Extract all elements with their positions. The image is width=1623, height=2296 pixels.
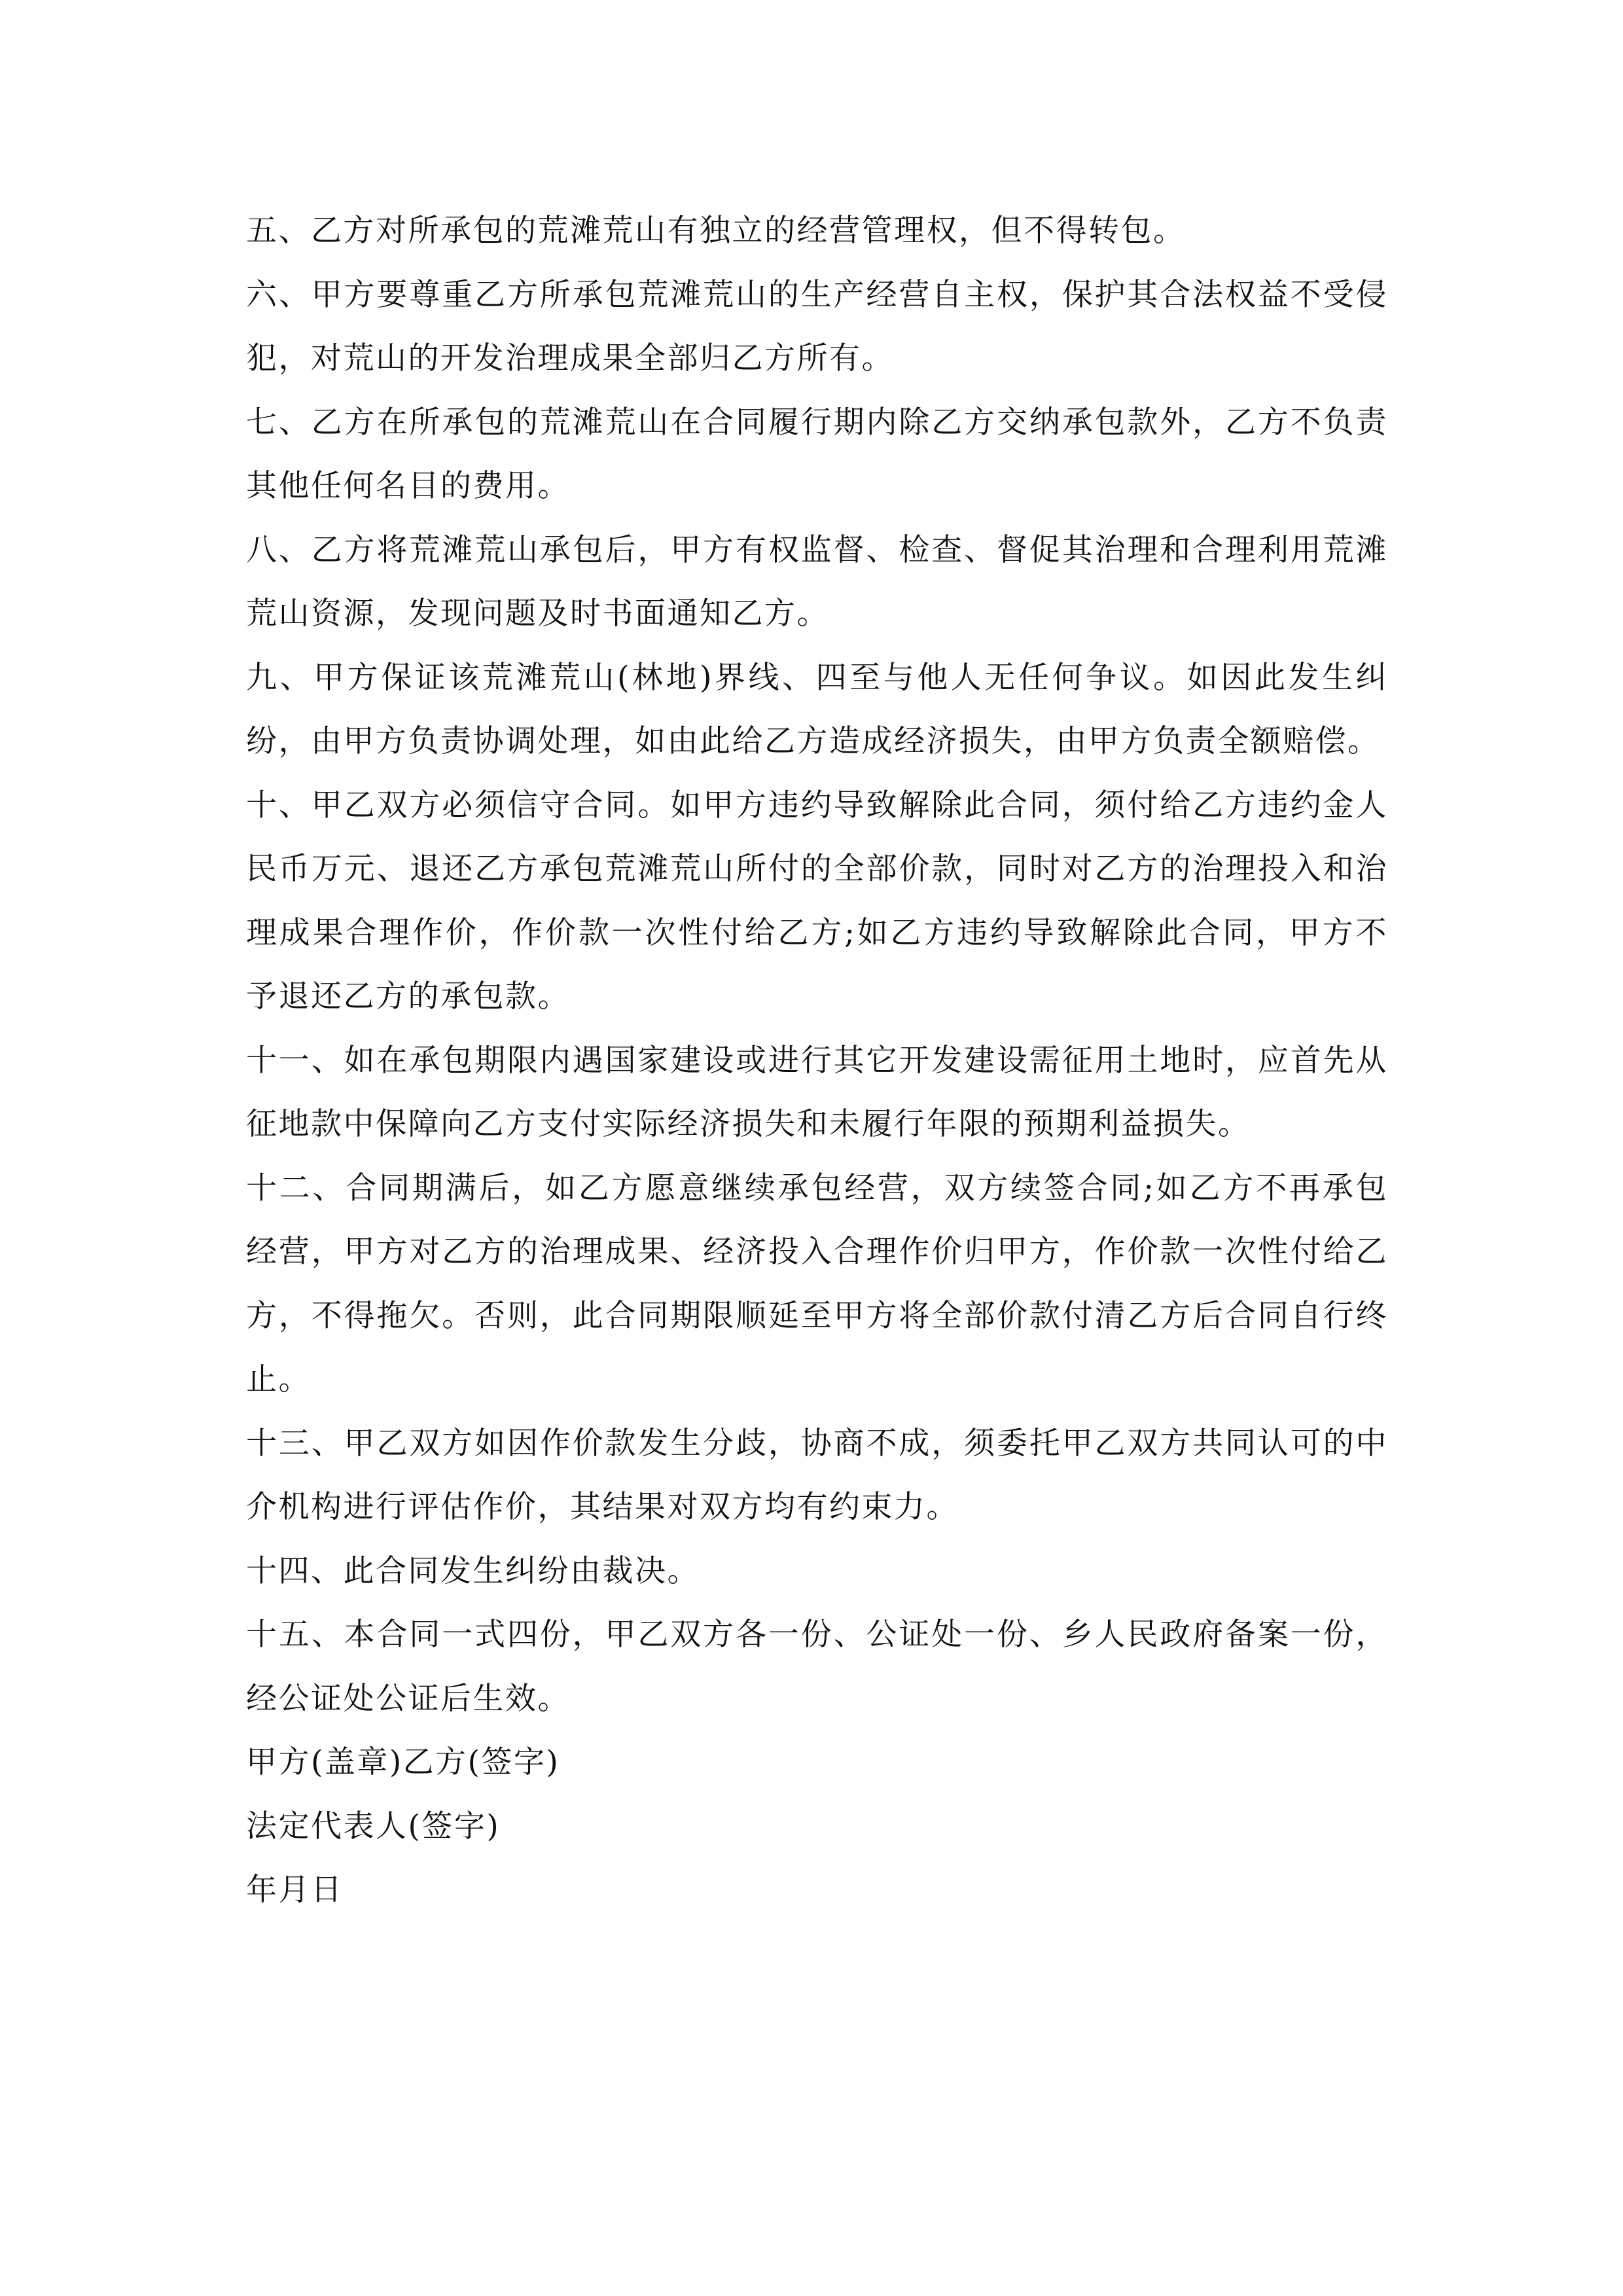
clause-6: 六、甲方要尊重乙方所承包荒滩荒山的生产经营自主权，保护其合法权益不受侵犯，对荒山的开发治理成果全部归乙方所有。: [246, 276, 1388, 376]
clause-7: 七、乙方在所承包的荒滩荒山在合同履行期内除乙方交纳承包款外，乙方不负责其他任何名目的费用。: [246, 404, 1388, 504]
clause-15: 十五、本合同一式四份，甲乙双方各一份、公证处一份、乡人民政府备案一份，经公证处公证后生效。: [246, 1617, 1388, 1717]
signature-representative: 法定代表人(签字): [246, 1808, 501, 1844]
clause-8: 八、乙方将荒滩荒山承包后，甲方有权监督、检查、督促其治理和合理利用荒滩荒山资源，发现问题及时书面通知乙方。: [246, 531, 1388, 632]
signature-parties: 甲方(盖章)乙方(签字): [246, 1744, 560, 1780]
clause-12: 十二、合同期满后，如乙方愿意继续承包经营，双方续签合同;如乙方不再承包经营，甲方对乙方的治理成果、经济投入合理作价归甲方，作价款一次性付给乙方，不得拖欠。否则，此合同期限顺延至甲方将全部价款付清乙方后合同自行终止。: [246, 1170, 1388, 1397]
clause-13: 十三、甲乙双方如因作价款发生分歧，协商不成，须委托甲乙双方共同认可的中介机构进行评估作价，其结果对双方均有约束力。: [246, 1425, 1388, 1525]
clause-5: 五、乙方对所承包的荒滩荒山有独立的经营管理权，但不得转包。: [246, 213, 1186, 249]
clause-9: 九、甲方保证该荒滩荒山(林地)界线、四至与他人无任何争议。如因此发生纠纷，由甲方负责协调处理，如由此给乙方造成经济损失，由甲方负责全额赔偿。: [246, 659, 1388, 759]
signature-date: 年月日: [246, 1872, 344, 1908]
clause-10: 十、甲乙双方必须信守合同。如甲方违约导致解除此合同，须付给乙方违约金人民币万元、退还乙方承包荒滩荒山所付的全部价款，同时对乙方的治理投入和治理成果合理作价，作价款一次性付给乙方;如乙方违约导致解除此合同，甲方不予退还乙方的承包款。: [246, 787, 1388, 1014]
contract-body: [246, 199, 1388, 1922]
clause-14: 十四、此合同发生纠纷由裁决。: [246, 1552, 700, 1589]
clause-11: 十一、如在承包期限内遇国家建设或进行其它开发建设需征用土地时，应首先从征地款中保障向乙方支付实际经济损失和未履行年限的预期利益损失。: [246, 1042, 1388, 1142]
